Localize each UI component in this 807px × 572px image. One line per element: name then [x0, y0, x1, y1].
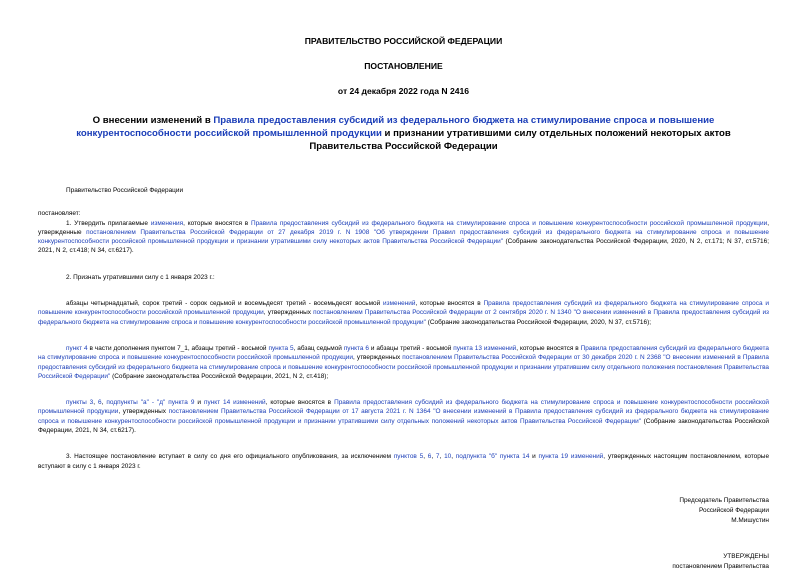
text-run: , которые вносятся в [415, 300, 484, 308]
subpoints-9-link[interactable]: подпункты "а" - "д" пункта 9 [106, 399, 195, 407]
paragraph-sub-3 [38, 398, 769, 435]
document-type-heading: ПОСТАНОВЛЕНИЕ [364, 61, 443, 71]
text-run: , [451, 453, 456, 461]
point-14-link[interactable]: пункт 14 изменений [203, 399, 266, 407]
title-text-2: и признании утратившими силу отдельных положений некоторых актов Правительства Российской Федерации [309, 128, 731, 152]
title-rules-link[interactable]: Правила предоставления субсидий из федерального бюджета на стимулирование спроса и повышение конкурентоспособности российской промышленной продукции [76, 115, 715, 139]
rules-link[interactable]: Правила предоставления субсидий из федерального бюджета на стимулирование спроса и повышение конкурентоспособности российской промышленной продукции [38, 344, 769, 362]
text-run: (Собрание законодательства Российской Федерации, 2021, N 34, ст.6217). [38, 417, 769, 435]
text-run: , [439, 453, 445, 461]
resolution-1364-link[interactable]: постановлением Правительства Российской Федерации от 17 августа 2021 г. N 1364 "О внесении изменений в Правила предоставления субсидий из федерального бюджета на стимулирование спроса и повышение конкурентоспособности российской промышленной продукции и признании утратившими силу отдельных положений некоторых актов Правительства Российской Федерации" [38, 408, 770, 425]
points-3-link[interactable]: пункты 3 [66, 399, 94, 407]
text-run: (Собрание законодательства Российской Федерации, 2020, N 2, ст.171; N 37, ст.5716; 2021, N 2, ст.418; N 34, ст.6217). [38, 238, 769, 255]
text-run: , утвержденных [118, 408, 169, 416]
government-line: Правительство Российской Федерации [66, 187, 184, 194]
decides-line: постановляет: [38, 210, 81, 218]
text-run: , утвержденных [353, 354, 403, 362]
point-10-link[interactable]: 10 [444, 453, 452, 461]
text-run: абзацы четырнадцатый, сорок третий - сорок седьмой и восемьдесят третий - восемьдесят восьмой [66, 300, 384, 308]
text-run: и [194, 399, 204, 407]
resolution-1908-link[interactable]: постановлением Правительства Российской Федерации от 27 декабря 2019 г. N 1908 "Об утверждении Правил предоставления субсидий из федерального бюджета на стимулирование спроса и повышение конкурентоспособности российской промышленной продукции и признании утратившими силу некоторых актов Правительства Российской Федерации" [38, 228, 769, 246]
text-run: , [101, 399, 107, 407]
text-run: , [93, 399, 99, 407]
point-6-link[interactable]: 6 [98, 399, 102, 407]
text-run: , [423, 453, 428, 461]
approval-line: постановлением Правительства [672, 562, 769, 570]
signature-name: М.Мишустин [731, 516, 769, 524]
title-text-1: О внесении изменений в [92, 115, 214, 126]
text-run: , которые вносятся в [516, 344, 581, 352]
point-5-link[interactable]: пункта 5 [268, 344, 294, 352]
text-run: (Собрание законодательства Российской Федерации, 2020, N 37, ст.5716); [425, 318, 652, 326]
date-number-heading: от 24 декабря 2022 года N 2416 [337, 86, 470, 96]
government-heading: ПРАВИТЕЛЬСТВО РОССИЙСКОЙ ФЕДЕРАЦИИ [304, 36, 503, 46]
document-title [38, 114, 769, 153]
rules-link[interactable]: Правила предоставления субсидий из федерального бюджета на стимулирование спроса и повышение конкурентоспособности российской промышленной продукции [38, 399, 770, 416]
point-7-link[interactable]: 7 [435, 453, 440, 461]
resolution-2368-link[interactable]: постановлением Правительства Российской Федерации от 30 декабря 2020 г. N 2368 "О внесении изменений в Правила предоставления субсидий из федерального бюджета на стимулирование спроса и повышение конкурентоспособности российской промышленной продукции и признании утратившим силу отдельного положения постановления Правительства Российской Федерации" [38, 354, 769, 380]
text-run: и абзацы третий - восьмой [368, 344, 454, 352]
rules-link[interactable]: Правила предоставления субсидий из федерального бюджета на стимулирование спроса и повышение конкурентоспособности российской промышленной продукции [250, 219, 768, 227]
paragraph-item-1 [38, 219, 769, 256]
signature-block [38, 496, 769, 526]
point-19-link[interactable]: пункта 19 изменений [538, 453, 604, 461]
signature-line: Российской Федерации [698, 506, 769, 514]
points-5-link[interactable]: пунктов 5 [393, 453, 424, 461]
text-run: , которые вносятся в [265, 399, 335, 407]
signature-line: Председатель Правительства [679, 496, 769, 504]
subpoint-b-14-link[interactable]: подпункта "б" пункта 14 [455, 453, 530, 461]
text-run: (Собрание законодательства Российской Федерации, 2021, N 2, ст.418); [110, 372, 329, 380]
text-run: , утвержденных [263, 309, 314, 317]
text-run: 3. Настоящее постановление вступает в силу со дня его официального опубликования, за исключением [66, 453, 394, 461]
paragraph-item-3 [38, 452, 769, 471]
point-6-link[interactable]: 6 [427, 453, 432, 461]
text-run: в части дополнения пунктом 7_1, абзацы третий - восьмой [87, 344, 269, 352]
paragraph-sub-1 [38, 299, 769, 327]
text-run: , абзац седьмой [293, 344, 344, 352]
paragraph-item-2: 2. Признать утратившими силу с 1 января 2023 г.: [66, 273, 215, 281]
changes-link[interactable]: изменения [150, 219, 184, 227]
rules-link[interactable]: Правила предоставления субсидий из федерального бюджета на стимулирование спроса и повышение конкурентоспособности российской промышленной продукции [38, 300, 769, 317]
resolution-1340-link[interactable]: постановлением Правительства Российской Федерации от 2 сентября 2020 г. N 1340 "О внесении изменений в Правила предоставления субсидий из федерального бюджета на стимулирование спроса и повышение конкурентоспособности российской промышленной продукции" [38, 309, 770, 326]
text-run: , утвержденных настоящим постановлением, которые вступают в силу с 1 января 2023 г. [38, 453, 770, 470]
point-6-link[interactable]: пункта 6 [343, 344, 369, 352]
text-run: 1. Утвердить прилагаемые [66, 219, 151, 227]
paragraph-sub-2 [38, 344, 769, 381]
point-13-link[interactable]: пункта 13 изменений [453, 344, 517, 352]
text-run: и [529, 453, 539, 461]
approval-line: УТВЕРЖДЕНЫ [723, 552, 769, 560]
approval-block [38, 552, 769, 572]
text-run: , утвержденные [38, 219, 769, 236]
text-run: , [431, 453, 436, 461]
point-4-link[interactable]: пункт 4 [66, 344, 88, 352]
text-run: , которые вносятся в [183, 219, 251, 227]
changes-link[interactable]: изменений [383, 300, 416, 308]
